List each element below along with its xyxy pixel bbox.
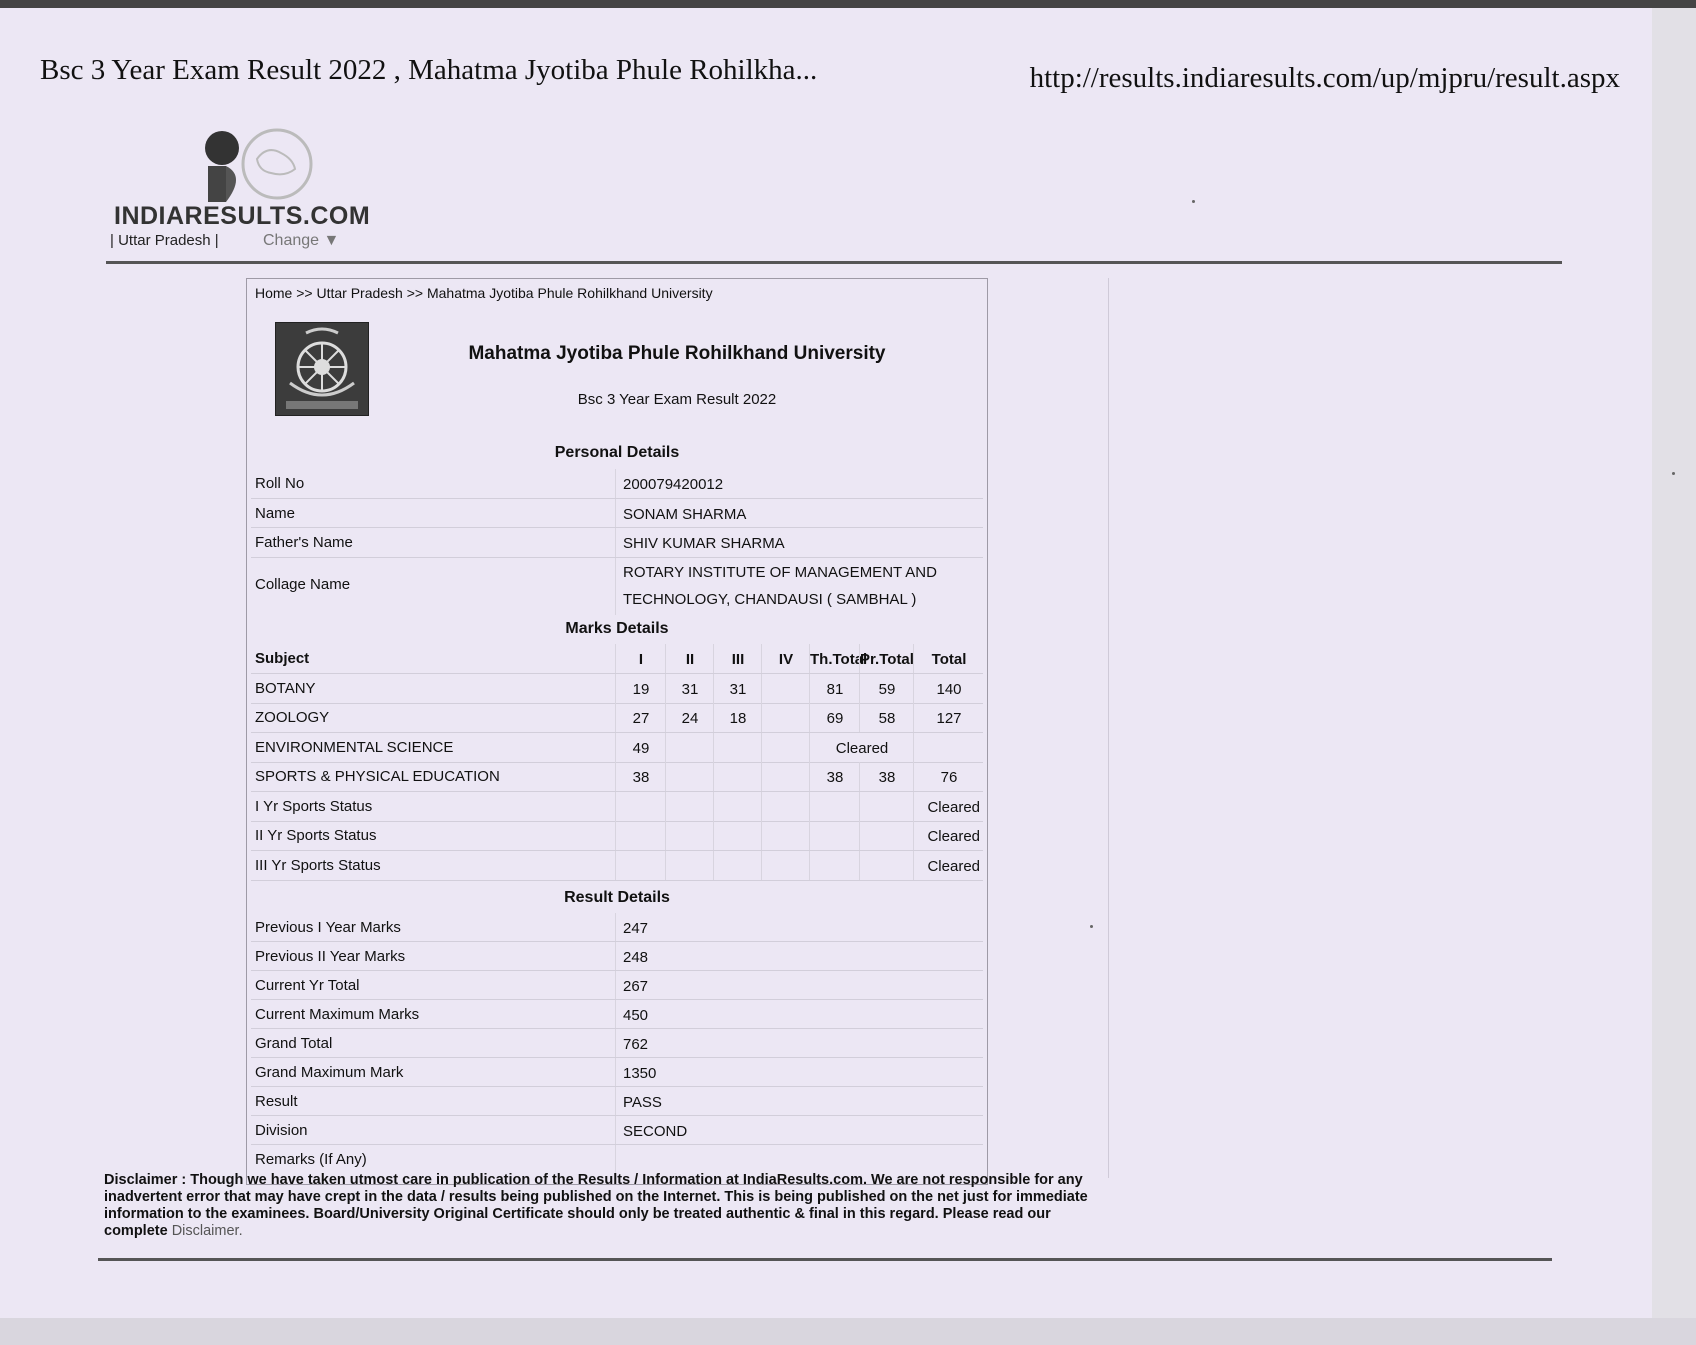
division-label: Division <box>255 1122 308 1139</box>
prev2-row <box>251 942 983 971</box>
col-iv-value <box>761 674 810 703</box>
col-th-total-value: Cleared <box>809 733 914 762</box>
current-max-row <box>251 1000 983 1029</box>
col-iv-value <box>761 851 810 880</box>
father-name-row <box>251 528 983 558</box>
col-th-total-header: Th.Total <box>809 644 860 673</box>
col-iv-value <box>761 762 810 791</box>
col-i-value: 19 <box>615 674 666 703</box>
col-th-total-value <box>809 792 860 821</box>
state-label: | Uttar Pradesh | <box>110 232 219 249</box>
column-divider <box>1108 278 1109 1178</box>
col-ii-header: II <box>665 644 714 673</box>
col-iv-value <box>761 703 810 732</box>
col-total-value <box>913 733 984 762</box>
col-th-total-value: 81 <box>809 674 860 703</box>
name-label: Name <box>255 505 296 522</box>
result-row <box>251 1087 983 1116</box>
col-pr-total-value <box>859 821 914 850</box>
prev2-value: 248 <box>623 949 649 966</box>
subject-name: II Yr Sports Status <box>255 827 377 844</box>
grand-total-label: Grand Total <box>255 1035 333 1052</box>
disclaimer-text: Disclaimer : Though we have taken utmost care in publication of the Results / Information at IndiaResults.com. We are not responsible for any inadvertent error that may have crept in the data / results being published on the Internet. This is being published on the net just for immediate information to the examinees. Board/University Original Certificate should only be treated authentic & final in this regard. Please read our complete <box>104 1172 1088 1239</box>
col-iv-value <box>761 821 810 850</box>
col-th-total-value <box>809 851 860 880</box>
col-ii-value <box>665 762 714 791</box>
print-url: http://results.indiaresults.com/up/mjpru/result.aspx <box>1029 62 1620 94</box>
prev2-label: Previous II Year Marks <box>255 948 406 965</box>
col-ii-value: 31 <box>665 674 714 703</box>
marks-row <box>251 792 983 822</box>
col-total-value: 76 <box>913 762 984 791</box>
emblem-icon <box>276 323 368 415</box>
college-value-line1: ROTARY INSTITUTE OF MANAGEMENT AND <box>623 564 937 581</box>
breadcrumb[interactable]: Home >> Uttar Pradesh >> Mahatma Jyotiba Phule Rohilkhand University <box>255 285 713 301</box>
col-ii-value <box>665 821 714 850</box>
father-name-label: Father's Name <box>255 534 353 551</box>
col-iii-value <box>713 851 762 880</box>
current-max-label: Current Maximum Marks <box>255 1006 420 1023</box>
university-emblem <box>275 322 369 416</box>
prev1-row <box>251 913 983 942</box>
col-iv-value <box>761 792 810 821</box>
print-header <box>40 50 1620 96</box>
subject-name: I Yr Sports Status <box>255 797 373 815</box>
site-logo[interactable] <box>108 124 371 254</box>
scan-speck <box>1090 925 1093 928</box>
col-i-value: 27 <box>615 703 666 732</box>
subject-header: Subject <box>255 650 310 667</box>
marks-row <box>251 821 983 851</box>
disclaimer-link[interactable]: Disclaimer. <box>171 1223 243 1239</box>
header-divider <box>106 261 1562 264</box>
col-total-value: Cleared <box>913 792 984 821</box>
col-pr-total-value: 38 <box>859 762 914 791</box>
roll-no-value: 200079420012 <box>623 476 724 493</box>
col-i-value <box>615 792 666 821</box>
name-value: SONAM SHARMA <box>623 506 747 523</box>
division-row <box>251 1116 983 1145</box>
division-value: SECOND <box>623 1123 688 1140</box>
subject-name: ENVIRONMENTAL SCIENCE <box>255 738 454 756</box>
disclaimer <box>104 1172 1116 1240</box>
grand-max-label: Grand Maximum Mark <box>255 1064 404 1081</box>
col-pr-total-value: 58 <box>859 703 914 732</box>
scan-bottom-edge <box>0 1318 1696 1345</box>
site-logo-icon <box>202 124 332 204</box>
name-row <box>251 499 983 528</box>
col-iii-value <box>713 762 762 791</box>
footer-divider <box>98 1258 1552 1261</box>
father-name-value: SHIV KUMAR SHARMA <box>623 535 785 552</box>
col-i-value <box>615 851 666 880</box>
col-ii-value: 24 <box>665 703 714 732</box>
col-iii-value <box>713 733 762 762</box>
current-total-label: Current Yr Total <box>255 977 360 994</box>
col-i-value: 38 <box>615 762 666 791</box>
marks-row <box>251 762 983 792</box>
scan-top-edge <box>0 0 1696 8</box>
col-i-header: I <box>615 644 666 673</box>
college-label: Collage Name <box>255 576 351 593</box>
marks-row <box>251 703 983 733</box>
col-th-total-value <box>809 821 860 850</box>
col-ii-value <box>665 792 714 821</box>
col-pr-total-value <box>859 851 914 880</box>
col-iii-header: III <box>713 644 762 673</box>
change-state-link[interactable]: Change ▼ <box>263 232 340 249</box>
college-value-line2: TECHNOLOGY, CHANDAUSI ( SAMBHAL ) <box>623 591 917 608</box>
col-iii-value <box>713 792 762 821</box>
col-pr-total-value <box>859 792 914 821</box>
subject-name: SPORTS & PHYSICAL EDUCATION <box>255 768 500 785</box>
col-iii-value <box>713 821 762 850</box>
result-details-title: Result Details <box>564 889 670 906</box>
marks-row <box>251 674 983 704</box>
print-title: Bsc 3 Year Exam Result 2022 , Mahatma Jyotiba Phule Rohilkha... <box>40 54 818 86</box>
grand-total-value: 762 <box>623 1036 649 1053</box>
personal-details-title: Personal Details <box>554 444 680 461</box>
col-th-total-value: 38 <box>809 762 860 791</box>
col-pr-total-value: 59 <box>859 674 914 703</box>
prev1-label: Previous I Year Marks <box>255 919 401 936</box>
scan-speck <box>1672 472 1675 475</box>
col-total-value: Cleared <box>913 851 984 880</box>
prev1-value: 247 <box>623 920 649 937</box>
scan-speck <box>1192 200 1195 203</box>
site-logo-text: INDIARESULTS.COM <box>114 202 371 230</box>
marks-header-row <box>251 644 983 674</box>
col-total-value: 140 <box>913 674 984 703</box>
marks-details-title: Marks Details <box>565 620 669 637</box>
current-max-value: 450 <box>623 1007 649 1024</box>
roll-no-label: Roll No <box>255 475 305 492</box>
remarks-row <box>251 1145 983 1175</box>
col-i-value <box>615 821 666 850</box>
university-name: Mahatma Jyotiba Phule Rohilkhand University <box>468 343 886 364</box>
col-ii-value <box>665 733 714 762</box>
col-iii-value: 31 <box>713 674 762 703</box>
grand-max-row <box>251 1058 983 1087</box>
current-total-row <box>251 971 983 1000</box>
exam-name: Bsc 3 Year Exam Result 2022 <box>577 391 777 408</box>
subject-name: BOTANY <box>255 679 316 697</box>
col-i-value: 49 <box>615 733 666 762</box>
current-total-value: 267 <box>623 978 649 995</box>
grand-max-value: 1350 <box>623 1065 657 1082</box>
col-total-header: Total <box>913 644 984 673</box>
remarks-label: Remarks (If Any) <box>255 1151 367 1168</box>
col-iv-value <box>761 733 810 762</box>
col-iv-header: IV <box>761 644 810 673</box>
grand-total-row <box>251 1029 983 1058</box>
result-value: PASS <box>623 1094 662 1111</box>
col-iii-value: 18 <box>713 703 762 732</box>
result-card <box>246 278 988 1185</box>
subject-name: ZOOLOGY <box>255 709 330 726</box>
col-total-value: 127 <box>913 703 984 732</box>
college-row <box>251 558 983 615</box>
col-pr-total-header: Pr.Total <box>859 644 914 673</box>
marks-row <box>251 851 983 881</box>
scan-right-edge <box>1652 8 1696 1318</box>
col-ii-value <box>665 851 714 880</box>
subject-name: III Yr Sports Status <box>255 856 381 874</box>
roll-no-row <box>251 469 983 499</box>
col-th-total-value: 69 <box>809 703 860 732</box>
col-total-value: Cleared <box>913 821 984 850</box>
result-label: Result <box>255 1093 298 1110</box>
marks-row <box>251 733 983 763</box>
